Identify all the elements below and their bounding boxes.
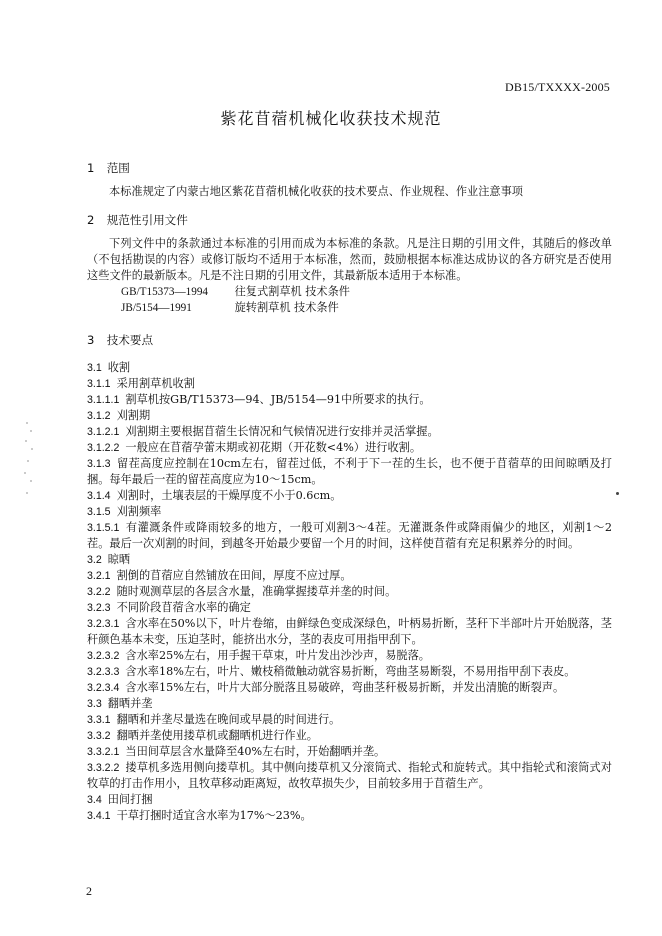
clause-text: 随时观测草层的各层含水量，准确掌握搂草并垄的时间。: [116, 585, 397, 598]
clause-text: 刈割期: [116, 409, 151, 422]
clause-3-1-4: [87, 488, 612, 504]
section-title: 规范性引用文件: [106, 213, 188, 227]
clause-number: 3.3.2: [87, 730, 111, 742]
section-2-text: 下列文件中的条款通过本标准的引用而成为本标准的条款。凡是注日期的引用文件，其随后的修改单（不包括勘误的内容）或修订版均不适用于本标准，然而，鼓励根据本标准达成协议的各方研究是否使用这些文件的最新版本。凡是不注日期的引用文件，其最新版本适用于本标准。: [87, 237, 612, 282]
clause-text: 采用割草机收割: [116, 377, 195, 390]
clause-number: 3.2.3: [87, 602, 111, 614]
page-number: 2: [86, 884, 92, 898]
clause-text: 不同阶段苜蓿含水率的确定: [116, 601, 251, 614]
clause-text: 含水率15%左右，叶片大部分脱落且易破碎，弯曲茎秆极易折断，并发出清脆的断裂声。: [125, 681, 565, 694]
clause-number: 3.1.1.1: [87, 394, 120, 406]
clause-3-2-3-4: [87, 680, 612, 696]
clause-3-4: [87, 792, 612, 808]
clause-text: 刈割时，土壤表层的干燥厚度不小于0.6cm。: [116, 489, 342, 502]
clause-number: 3.2.2: [87, 586, 111, 598]
clause-text: 晾晒: [107, 553, 131, 566]
clause-number: 3.2.1: [87, 570, 111, 582]
reference-row: [87, 284, 612, 300]
clause-number: 3.2.3.3: [87, 666, 120, 678]
clause-text: 刈割频率: [116, 505, 162, 518]
clause-3-3-2: [87, 728, 612, 744]
clause-text: 当田间草层含水量降至40%左右时，开始翻晒并垄。: [125, 745, 386, 758]
clause-text: 含水率25%左右，用手握干草束，叶片发出沙沙声，易脱落。: [125, 649, 430, 662]
clause-text: 翻晒并垄使用搂草机或翻晒机进行作业。: [116, 729, 318, 742]
clause-number: 3.1.2.1: [87, 426, 120, 438]
clause-text: 一般应在苜蓿孕蕾末期或初花期（开花数<4%）进行收割。: [125, 441, 422, 454]
clause-3-3-2-2: [87, 760, 612, 792]
clause-text: 留茬高度应控制在10cm左右，留茬过低，不利于下一茬的生长，也不便于苜蓿草的田间晾晒及打捆。每年最后一茬的留茬高度应为10～15cm。: [87, 457, 612, 486]
clause-number: 3.1.3: [87, 458, 111, 470]
clause-text: 含水率在50%以下，叶片卷缩，由鲜绿色变成深绿色，叶柄易折断，茎秆下半部叶片开始脱落，茎秆颜色基本未变，压迫茎时，能挤出水分，茎的表皮可用指甲刮下。: [87, 617, 612, 646]
clause-3-1-5-1: [87, 520, 612, 552]
clause-3-2-3: [87, 600, 612, 616]
section-1-heading: [87, 160, 612, 176]
clause-3-2-2: [87, 584, 612, 600]
clause-number: 3.3.2.2: [87, 762, 120, 774]
clause-text: 收割: [107, 361, 131, 374]
clause-number: 3.1.2.2: [87, 442, 120, 454]
clause-text: 干草打捆时适宜含水率为17%～23%。: [116, 809, 312, 822]
clause-3-2-3-1: [87, 616, 612, 648]
reference-name: 往复式割草机 技术条件: [234, 285, 350, 298]
clause-text: 有灌溉条件或降雨较多的地方，一般可刈割3～4茬。无灌溉条件或降雨偏少的地区，刈割1～2茬。最后一次刈割的时间，到越冬开始最少要留一个月的时间，这样使苜蓿有充足积累养分的时间。: [87, 521, 612, 550]
clause-number: 3.4.1: [87, 810, 111, 822]
clause-3-1-2-2: [87, 440, 612, 456]
section-title: 技术要点: [106, 333, 154, 347]
section-3-heading: [87, 332, 612, 348]
clause-text: 搂草机多选用侧向搂草机。其中侧向搂草机又分滚筒式、指轮式和旋转式。其中指轮式和滚筒式对牧草的打击作用小，且牧草移动距离短，故牧草损失少，目前较多用于苜蓿生产。: [87, 761, 612, 790]
section-number: 3: [87, 333, 95, 347]
clause-text: 翻晒和并垄尽量选在晚间或早晨的时间进行。: [116, 713, 341, 726]
section-number: 2: [87, 213, 95, 227]
clause-3-1-2-1: [87, 424, 612, 440]
clause-number: 3.3.2.1: [87, 746, 120, 758]
clause-3-2: [87, 552, 612, 568]
clause-3-2-3-3: [87, 664, 612, 680]
clause-number: 3.1.2: [87, 410, 111, 422]
reference-code: JB/5154—1991: [121, 302, 192, 314]
clause-3-1: [87, 360, 612, 376]
clause-3-1-1: [87, 376, 612, 392]
clause-text: 含水率18%左右，叶片、嫩枝稍微触动就容易折断，弯曲茎易断裂，不易用指甲刮下表皮。: [125, 665, 576, 678]
clause-3-2-1: [87, 568, 612, 584]
clause-3-1-1-1: [87, 392, 612, 408]
clause-text: 割草机按GB/T15373—94、JB/5154—91中所要求的执行。: [125, 393, 431, 406]
reference-row: [87, 300, 612, 316]
margin-dot: [616, 492, 619, 495]
section-2-heading: [87, 212, 612, 228]
clause-3-2-3-2: [87, 648, 612, 664]
clause-text: 割倒的苜蓿应自然铺放在田间，厚度不应过厚。: [116, 569, 352, 582]
clause-number: 3.1.4: [87, 490, 111, 502]
clause-number: 3.3.1: [87, 714, 111, 726]
clause-number: 3.2.3.2: [87, 650, 120, 662]
section-title: 范围: [106, 161, 130, 175]
clause-text: 翻晒并垄: [107, 697, 153, 710]
section-number: 1: [87, 161, 95, 175]
document-code: DB15/TXXXX-2005: [505, 80, 610, 94]
clause-3-1-2: [87, 408, 612, 424]
clause-text: 田间打捆: [107, 793, 153, 806]
section-1-text: 本标准规定了内蒙古地区紫花苜蓿机械化收获的技术要点、作业规程、作业注意事项: [109, 185, 523, 198]
clause-number: 3.1.1: [87, 378, 111, 390]
clause-3-3: [87, 696, 612, 712]
clause-3-3-1: [87, 712, 612, 728]
binding-mark: [22, 420, 36, 500]
clause-number: 3.2.3.4: [87, 682, 120, 694]
clause-number: 3.1.5.1: [87, 522, 120, 534]
clause-number: 3.2.3.1: [87, 618, 120, 630]
document-title: 紫花苜蓿机械化收获技术规范: [220, 109, 442, 128]
clause-number: 3.1: [87, 362, 102, 374]
clause-3-1-5: [87, 504, 612, 520]
clause-3-1-3: [87, 456, 612, 488]
clause-number: 3.1.5: [87, 506, 111, 518]
clause-text: 刈割期主要根据苜蓿生长情况和气候情况进行安排并灵活掌握。: [125, 425, 439, 438]
clause-number: 3.2: [87, 554, 102, 566]
reference-name: 旋转割草机 技术条件: [234, 301, 339, 314]
document-body: [87, 160, 612, 824]
clause-number: 3.3: [87, 698, 102, 710]
clause-3-3-2-1: [87, 744, 612, 760]
reference-code: GB/T15373—1994: [121, 286, 209, 298]
clause-number: 3.4: [87, 794, 102, 806]
clause-3-4-1: [87, 808, 612, 824]
